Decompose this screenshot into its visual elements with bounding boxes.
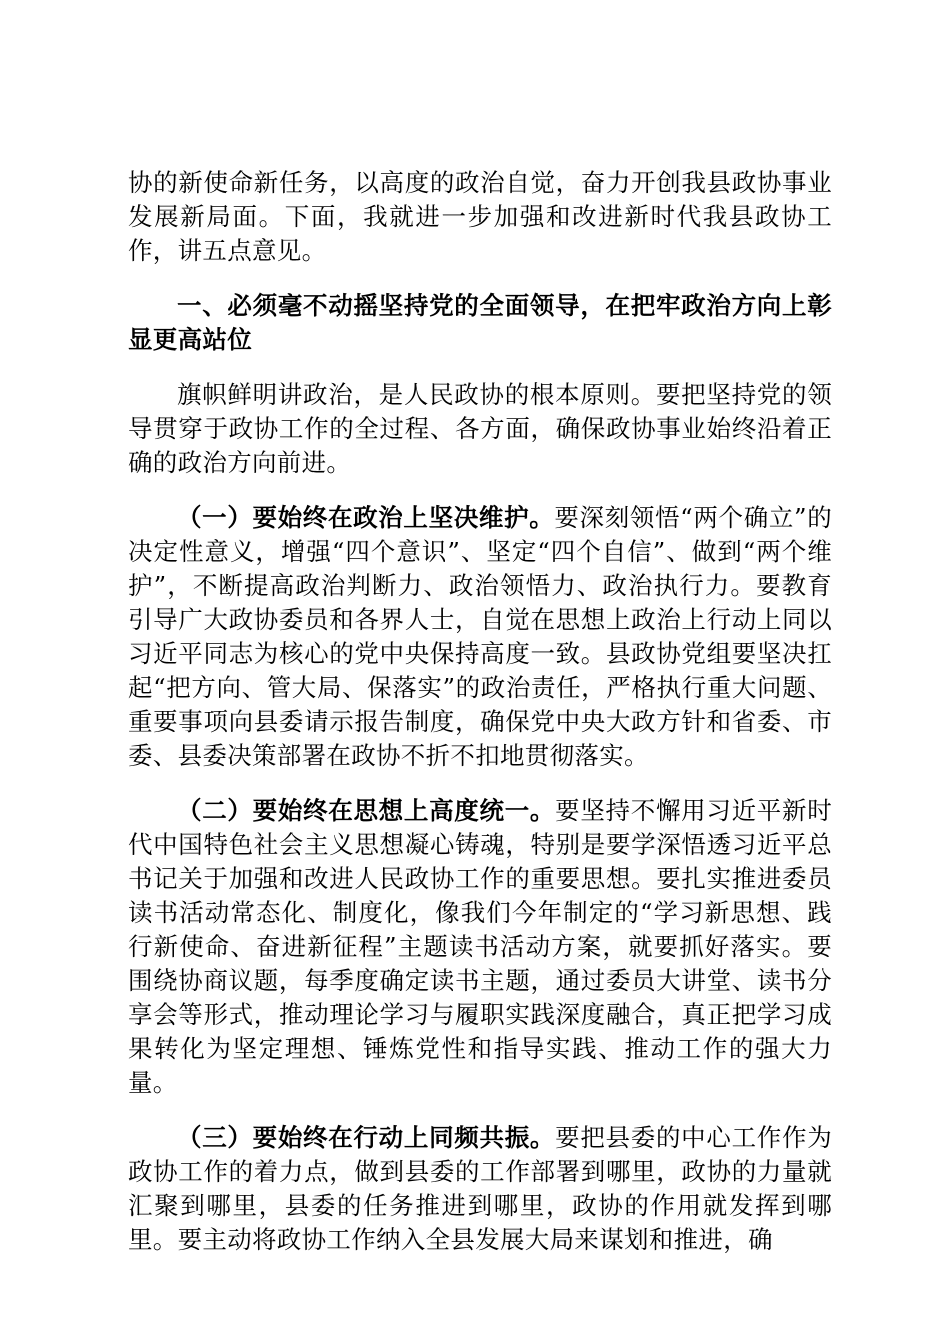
subsection-title-2: （二）要始终在思想上高度统一。 xyxy=(177,796,556,825)
subsection-body-3: 要把县委的中心工作作为政协工作的着力点，做到县委的工作部署到哪里，政协的力量就汇聚到哪里，县委的任务推进到哪里，政协的作用就发挥到哪里。要主动将政协工作纳入全县发展大局来谋划和推进，确 xyxy=(128,1123,832,1254)
subsection-paragraph-1 xyxy=(128,501,832,773)
subsection-title-3: （三）要始终在行动上同频共振。 xyxy=(177,1123,556,1152)
intro-paragraph: 旗帜鲜明讲政治，是人民政协的根本原则。要把坚持党的领导贯穿于政协工作的全过程、各方面，确保政协事业始终沿着正确的政治方向前进。 xyxy=(128,380,832,477)
continuation-paragraph: 协的新使命新任务，以高度的政治自觉，奋力开创我县政协事业发展新局面。下面，我就进一步加强和改进新时代我县政协工作，讲五点意见。 xyxy=(128,168,832,265)
subsection-body-1: 要深刻领悟“两个确立”的决定性意义，增强“四个意识”、坚定“四个自信”、做到“两个维护”，不断提高政治判断力、政治领悟力、政治执行力。要教育引导广大政协委员和各界人士，自觉在思想上政治上行动上同以习近平同志为核心的党中央保持高度一致。县政协党组要坚决扛起“把方向、管大局、保落实”的政治责任，严格执行重大问题、重要事项向县委请示报告制度，确保党中央大政方针和省委、市委、县委决策部署在政协不折不扣地贯彻落实。 xyxy=(128,503,833,770)
document-page xyxy=(128,166,832,1257)
subsection-paragraph-2 xyxy=(128,794,832,1100)
subsection-title-1: （一）要始终在政治上坚决维护。 xyxy=(177,503,555,532)
subsection-paragraph-3 xyxy=(128,1121,832,1257)
section-heading-1: 一、必须毫不动摇坚持党的全面领导，在把牢政治方向上彰显更高站位 xyxy=(128,291,832,354)
subsection-body-2: 要坚持不懈用习近平新时代中国特色社会主义思想凝心铸魂，特别是要学深悟透习近平总书记关于加强和改进人民政协工作的重要思想。要扎实推进委员读书活动常态化、制度化，像我们今年制定的“学习新思想、践行新使命、奋进新征程”主题读书活动方案，就要抓好落实。要围绕协商议题，每季度确定读书主题，通过委员大讲堂、读书分享会等形式，推动理论学习与履职实践深度融合，真正把学习成果转化为坚定理想、锤炼党性和指导实践、推动工作的强大力量。 xyxy=(128,796,833,1097)
